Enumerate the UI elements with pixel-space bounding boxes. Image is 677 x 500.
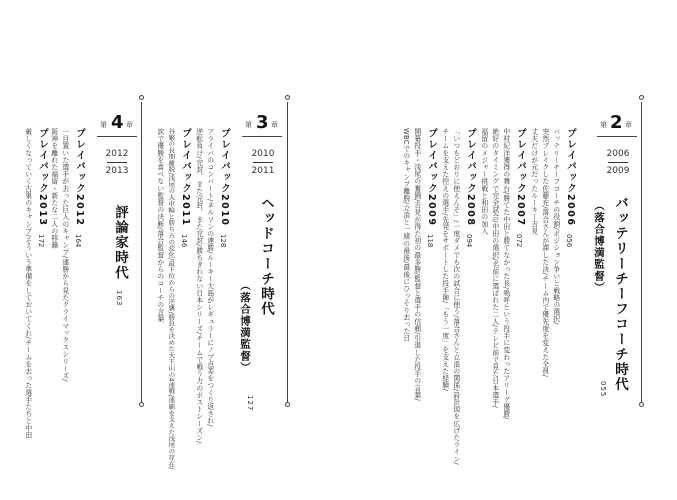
- toc-entry: 厳しくなっていく古巣のキャンプ/そういう準備をしておいてくれ/チームを去った選手たちと中田: [23, 128, 32, 439]
- chapter-label: 章: [625, 121, 632, 129]
- chapter-title: 評論家時代: [112, 205, 128, 281]
- toc-entry: 「いつもどおりに使えんぞ」/一度ダメでも次の試合に使う/落合さんと立浪の関係/設計図を広げたライン/: [451, 128, 460, 465]
- playback-heading: プレイバック2011: [180, 128, 191, 227]
- playback-page: 094: [465, 234, 473, 248]
- chapter-number: 2: [610, 112, 623, 133]
- toc-entry: 丈夫だけが元だったルーキー吉見: [529, 128, 538, 235]
- toc-entry: 涙で優勝を喜べない監督の決断/落合監督からのコーチの言葉: [155, 128, 164, 323]
- chapter-label: 章: [271, 121, 278, 129]
- playback-heading: プレイバック2007: [515, 128, 526, 227]
- toc-entry: 絶好のタイミングで完全試合/中田の選択/名前に選ばれた二人/テレビ前で見た日本選手/: [490, 128, 499, 409]
- toc-entry: アライバのコンバート/ネルソンの連勝/ルーキー大島がレギュラーにノブ点差をつくり返され/: [205, 128, 214, 427]
- chapter-subtitle: （落合博満監督）: [593, 200, 605, 294]
- playback-heading: プレイバック2009: [426, 128, 437, 227]
- playback-page: 172: [37, 234, 45, 248]
- chapter-year-start: 2006: [606, 149, 630, 159]
- playback-heading: プレイバック2008: [465, 128, 476, 227]
- toc-entry: WBCでのキャンプ離脱/立浪と一緒の最後/最後にひっそり去った日: [401, 128, 410, 342]
- playback-page: 072: [515, 234, 523, 248]
- chapter-page-number: 055: [599, 381, 607, 398]
- toc-entry: 突然ブレイクした佐藤充/落合さんが課した決/チーム内で優先度を変えた全員/: [540, 128, 549, 378]
- toc-entry: 谷繁の長期離脱/浅尾の大車輪と勝ち方の変化/最下位からの逆襲/勝負を決めた天王山の4連戦/連覇を支えた浅尾の存在/: [166, 128, 175, 470]
- chapter-number: 4: [111, 112, 124, 133]
- playback-page: 118: [426, 234, 434, 248]
- chapter-subtitle: （落合博満監督）: [239, 280, 251, 374]
- playback-page: 146: [180, 234, 188, 248]
- chapter-title: ヘッドコーチ時代: [258, 196, 274, 317]
- toc-entry: 一目置いた選手が去った巨人のキャンプ/連勝から見たクライマックスシリーズ/: [60, 128, 69, 382]
- playback-page: 128: [219, 234, 227, 248]
- chapter-year-start: 2012: [105, 149, 129, 159]
- chapter-page-number: 163: [115, 290, 123, 307]
- toc-entry: 開幕投手・浅尾の奮闘/吉見が得た初の最多勝/監督と選手の信頼/引退した投手の言葉/: [412, 128, 421, 402]
- playback-heading: プレイバック2006: [565, 128, 576, 227]
- chapter-label: 章: [126, 121, 133, 129]
- chapter-page-number: 127: [246, 395, 254, 412]
- chapter-dai: 第: [600, 121, 607, 129]
- toc-entry: 逆転負け/完封、また完封、また完封/勝ちきれない日本シリーズ/チームで戦う力のポストシーズン/: [194, 128, 203, 444]
- chapter-title: バッテリーチーフコーチ時代: [612, 196, 628, 393]
- playback-heading: プレイバック2012: [74, 128, 85, 227]
- chapter-year-start: 2010: [251, 149, 275, 159]
- toc-entry: チームを支えた控えの選手/先発をサポートした投手陣/「もう一度」を支えた経験/: [440, 128, 449, 392]
- chapter-year-end: 2011: [251, 166, 275, 176]
- toc-entry: バッテリーチーフコーチの役割/ポジション争いと戦略の選択/: [551, 128, 560, 325]
- playback-heading: プレイバック2013: [37, 128, 48, 227]
- playback-heading: プレイバック2010: [219, 128, 230, 227]
- chapter-dai: 第: [100, 121, 107, 129]
- toc-entry: 福留のメジャー挑戦と和田の加入: [479, 128, 488, 235]
- toc-entry: 中村紀洋獲得の舞台/勝てた中田と勝てなかった長/嗚呼という投手に変わったアリーグ優勝/: [501, 128, 510, 420]
- chapter-dai: 第: [245, 121, 252, 129]
- chapter-year-end: 2013: [105, 166, 129, 176]
- playback-page: 056: [565, 234, 573, 248]
- chapter-number: 3: [256, 112, 269, 133]
- toc-entry: 阪神を離れた福留・新たな二人の移籍: [49, 128, 58, 249]
- chapter-year-end: 2009: [606, 166, 630, 176]
- playback-page: 164: [74, 234, 82, 248]
